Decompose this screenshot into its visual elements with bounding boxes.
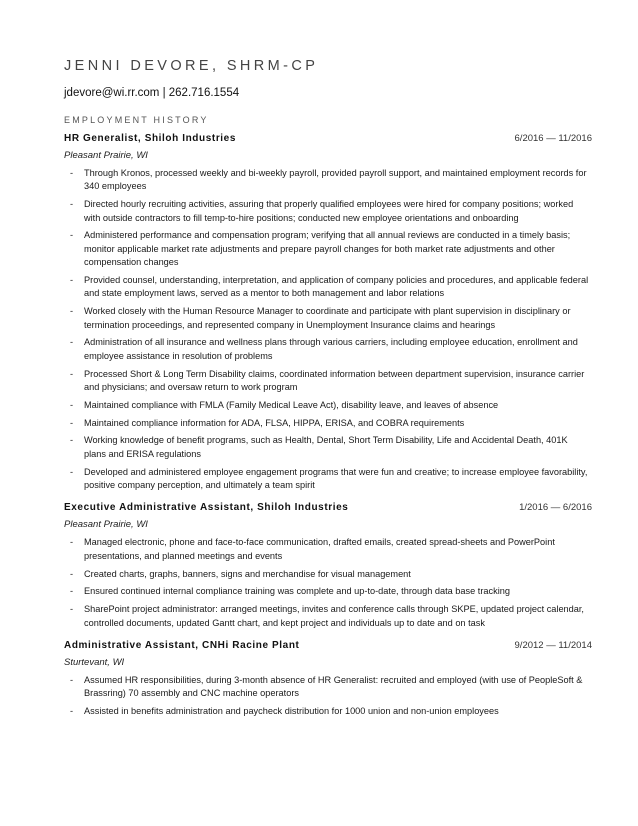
bullet-marker: - [70, 435, 74, 446]
duty-item [64, 368, 592, 395]
duty-item [64, 674, 592, 701]
duty-text: Administration of all insurance and wellness plans through various carriers, including employee education, enrollment and employee assistance in resolution of problems [84, 337, 578, 361]
bullet-marker: - [70, 537, 74, 548]
duty-item [64, 336, 592, 363]
duty-item [64, 585, 592, 598]
candidate-name: JENNI DEVORE, SHRM-CP [64, 58, 319, 74]
duty-text: Developed and administered employee engagement programs that were fun and creative; to increase employee favorability, positive company perception, and ultimately a team spirit [84, 466, 588, 491]
bullet-marker: - [70, 230, 74, 241]
job-entry [64, 639, 592, 719]
job-dates: 1/2016 — 6/2016 [519, 502, 592, 514]
duty-item [64, 399, 592, 412]
duty-item [64, 705, 592, 718]
job-header [64, 639, 592, 652]
bullet-marker: - [70, 466, 74, 477]
job-entry [64, 132, 592, 492]
duty-text: Managed electronic, phone and face-to-face communication, drafted emails, created spread-sheets and PowerPoint presentations, and planned meetings and events [84, 537, 555, 561]
job-duties-list [64, 674, 592, 719]
bullet-marker: - [70, 675, 74, 686]
job-title: Administrative Assistant, CNHi Racine Plant [64, 640, 300, 652]
bullet-marker: - [70, 417, 74, 428]
duty-item [64, 198, 592, 225]
duty-text: SharePoint project administrator: arranged meetings, invites and conference calls through SKPE, updated project calendar, controlled documents, updated Gantt chart, and kept project and individuals up to date and on task [84, 604, 584, 628]
duty-text: Maintained compliance information for ADA, FLSA, HIPPA, ERISA, and COBRA requirements [84, 417, 465, 428]
duty-item [64, 568, 592, 581]
duty-text: Assisted in benefits administration and paycheck distribution for 1000 union and non-union employees [84, 706, 499, 717]
job-dates: 9/2012 — 11/2014 [514, 640, 592, 652]
job-header [64, 132, 592, 145]
duty-item [64, 603, 592, 630]
job-location: Sturtevant, WI [64, 657, 125, 669]
duty-text: Worked closely with the Human Resource Manager to coordinate and participate with plant supervision in disciplinary or termination proceedings, and represented company in Unemployment Insurance claims and hearings [84, 306, 571, 330]
duty-text: Working knowledge of benefit programs, such as Health, Dental, Short Term Disability, Life and Accidental Death, 401K plans and ERISA regulations [84, 435, 568, 459]
duty-item [64, 274, 592, 301]
bullet-marker: - [70, 368, 74, 379]
duty-item [64, 167, 592, 194]
bullet-marker: - [70, 199, 74, 210]
job-location: Pleasant Prairie, WI [64, 519, 148, 531]
duty-text: Maintained compliance with FMLA (Family Medical Leave Act), disability leave, and leaves of absence [84, 399, 499, 410]
job-title: Executive Administrative Assistant, Shiloh Industries [64, 502, 349, 514]
job-location: Pleasant Prairie, WI [64, 150, 148, 161]
duty-text: Provided counsel, understanding, interpretation, and application of company policies and procedures, and applicable federal and state employment laws, served as a mentor to both management and labor relations [84, 275, 589, 299]
duty-item [64, 466, 592, 493]
bullet-marker: - [70, 568, 74, 579]
job-header [64, 501, 592, 514]
duty-text: Processed Short & Long Term Disability claims, coordinated information between department supervision, insurance carrier and physicians; and oversaw return to work program [84, 368, 585, 393]
duty-item [64, 417, 592, 430]
bullet-marker: - [70, 337, 74, 348]
duty-item [64, 305, 592, 332]
duty-text: Through Kronos, processed weekly and bi-weekly payroll, provided payroll support, and maintained employment records for 340 employees [84, 168, 587, 192]
duty-text: Created charts, graphs, banners, signs and merchandise for visual management [84, 568, 411, 579]
employment-list [64, 132, 592, 719]
job-dates: 6/2016 — 11/2016 [514, 133, 592, 144]
duty-text: Assumed HR responsibilities, during 3-month absence of HR Generalist: recruited and employed (with use of PeopleSoft & Brassring) 70 assembly and CNC machine operators [84, 675, 583, 699]
duty-text: Ensured continued internal compliance training was complete and up-to-date, through data base tracking [84, 586, 510, 597]
bullet-marker: - [70, 399, 74, 410]
job-duties-list [64, 167, 592, 492]
bullet-marker: - [70, 275, 74, 286]
bullet-marker: - [70, 586, 74, 597]
job-title: HR Generalist, Shiloh Industries [64, 133, 237, 144]
duty-item [64, 434, 592, 461]
duty-text: Administered performance and compensation program; verifying that all annual reviews are conducted in a timely basis; monitor applicable market rate adjustments and prepare payroll changes for both market rate adjustments and other compensation changes [84, 230, 571, 268]
duty-item [64, 536, 592, 563]
section-heading-employment: EMPLOYMENT HISTORY [64, 115, 209, 125]
job-entry [64, 501, 592, 630]
duty-text: Directed hourly recruiting activities, assuring that properly qualified employees were hired for company positions; worked with outside contractors to fill temp-to-hire positions; conducted new employee orientations and onboarding [84, 199, 574, 223]
bullet-marker: - [70, 168, 74, 178]
bullet-marker: - [70, 306, 74, 317]
bullet-marker: - [70, 604, 74, 615]
contact-line: jdevore@wi.rr.com | 262.716.1554 [64, 87, 240, 99]
bullet-marker: - [70, 706, 74, 717]
job-duties-list [64, 536, 592, 630]
duty-item [64, 229, 592, 269]
